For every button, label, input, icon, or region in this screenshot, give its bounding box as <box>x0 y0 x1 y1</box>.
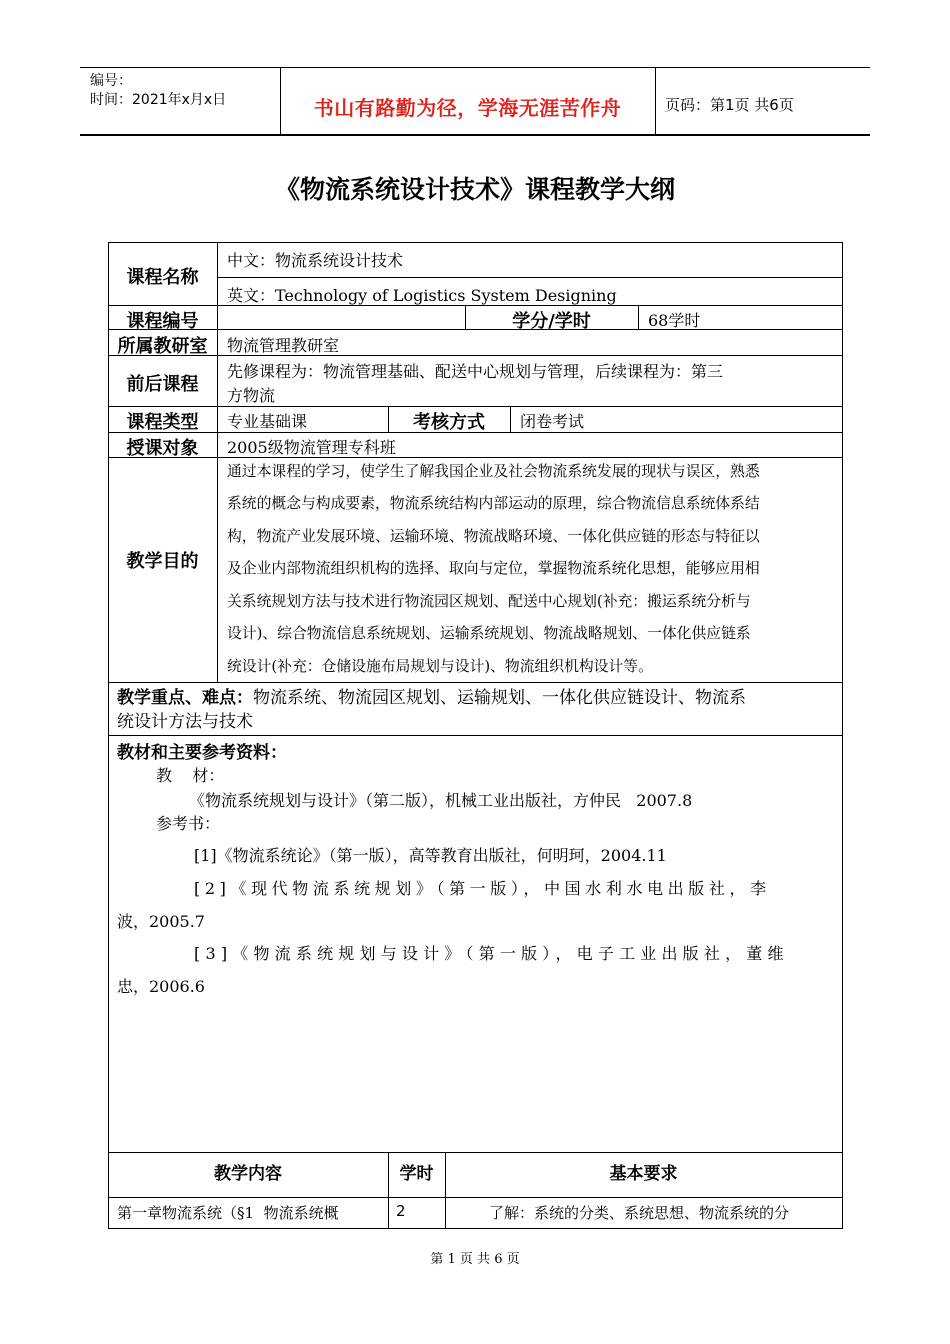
hours-header: 学时 <box>399 1164 434 1184</box>
key-points-line-1: 物流系统、物流园区规划、运输规划、一体化供应链设计、物流系 <box>253 688 746 708</box>
motto-text: 书山有路勤为径，学海无涯苦作舟 <box>313 96 622 120</box>
textbook-value: 《物流系统规划与设计》（第二版），机械工业出版社，方仲民 2007.8 <box>189 791 693 810</box>
objective-line: 统设计(补充：仓储设施布局规划与设计)、物流组织机构设计等。 <box>227 658 653 675</box>
table-row-hours: 2 <box>396 1202 406 1220</box>
ref-3-line-1: [3]《物流系统规划与设计》（第一版），电子工业出版社，董维 <box>194 944 789 963</box>
key-points-line-2: 统设计方法与技术 <box>117 712 253 732</box>
exam-value: 闭卷考试 <box>520 412 585 431</box>
textbook-label: 教 材： <box>156 766 225 785</box>
dept-label: 所属教研室 <box>117 336 208 357</box>
ref-3-line-2: 忠，2006.6 <box>117 977 205 996</box>
key-points-label: 教学重点、难点： <box>117 688 253 708</box>
target-label: 授课对象 <box>126 438 199 459</box>
objective-line: 构，物流产业发展环境、运输环境、物流战略环境、一体化供应链的形态与特征以 <box>227 528 760 545</box>
document-title: 《物流系统设计技术》课程教学大纲 <box>274 175 675 204</box>
course-name-en: 英文：Technology of Logistics System Designing <box>227 286 617 305</box>
target-value: 2005级物流管理专科班 <box>227 438 396 457</box>
ref-2-line-2: 波，2005.7 <box>117 912 205 931</box>
ref-2-line-1: [2]《现代物流系统规划》（第一版），中国水利水电出版社，李 <box>194 879 771 898</box>
materials-label: 教材和主要参考资料： <box>117 743 287 763</box>
objective-line: 关系统规划方法与技术进行物流园区规划、配送中心规划(补充：搬运系统分析与 <box>227 593 751 610</box>
objective-line: 设计)、综合物流信息系统规划、运输系统规划、物流战略规划、一体化供应链系 <box>227 625 751 642</box>
prereq-line-1: 先修课程为：物流管理基础、配送中心规划与管理，后续课程为：第三 <box>227 362 724 381</box>
course-code-label: 课程编号 <box>126 311 199 332</box>
objective-line: 系统的概念与构成要素，物流系统结构内部运动的原理，综合物流信息系统体系结 <box>227 495 760 512</box>
course-name-label: 课程名称 <box>126 267 199 288</box>
page-footer: 第 1 页 共 6 页 <box>430 1252 520 1267</box>
refs-label: 参考书： <box>156 814 221 833</box>
prereq-line-2: 方物流 <box>227 386 276 405</box>
requirements-header: 基本要求 <box>609 1164 678 1184</box>
content-header: 教学内容 <box>214 1164 282 1184</box>
prereq-label: 前后课程 <box>126 374 199 395</box>
credit-label: 学分/学时 <box>512 311 591 332</box>
page-indicator: 页码：第1页 共6页 <box>665 96 794 114</box>
objective-label: 教学目的 <box>126 551 199 572</box>
credit-value: 68学时 <box>648 311 701 330</box>
table-row-content: 第一章物流系统（§1 物流系统概 <box>117 1204 339 1222</box>
objective-line: 及企业内部物流组织机构的选择、取向与定位，掌握物流系统化思想，能够应用相 <box>227 560 760 577</box>
key-points <box>117 686 837 734</box>
course-type-label: 课程类型 <box>126 412 199 433</box>
doc-code-label: 编号： <box>90 73 132 89</box>
course-type-value: 专业基础课 <box>227 412 308 431</box>
course-name-cn: 中文：物流系统设计技术 <box>227 251 404 270</box>
table-row-requirement: 了解：系统的分类、系统思想、物流系统的分 <box>489 1204 790 1222</box>
ref-1: [1]《物流系统论》（第一版），高等教育出版社，何明珂，2004.11 <box>194 846 667 865</box>
exam-label: 考核方式 <box>413 412 485 433</box>
objective-line: 通过本课程的学习，使学生了解我国企业及社会物流系统发展的现状与误区，熟悉 <box>227 463 760 480</box>
dept-value: 物流管理教研室 <box>227 336 340 355</box>
doc-time-label: 时间：2021年x月x日 <box>90 92 227 108</box>
